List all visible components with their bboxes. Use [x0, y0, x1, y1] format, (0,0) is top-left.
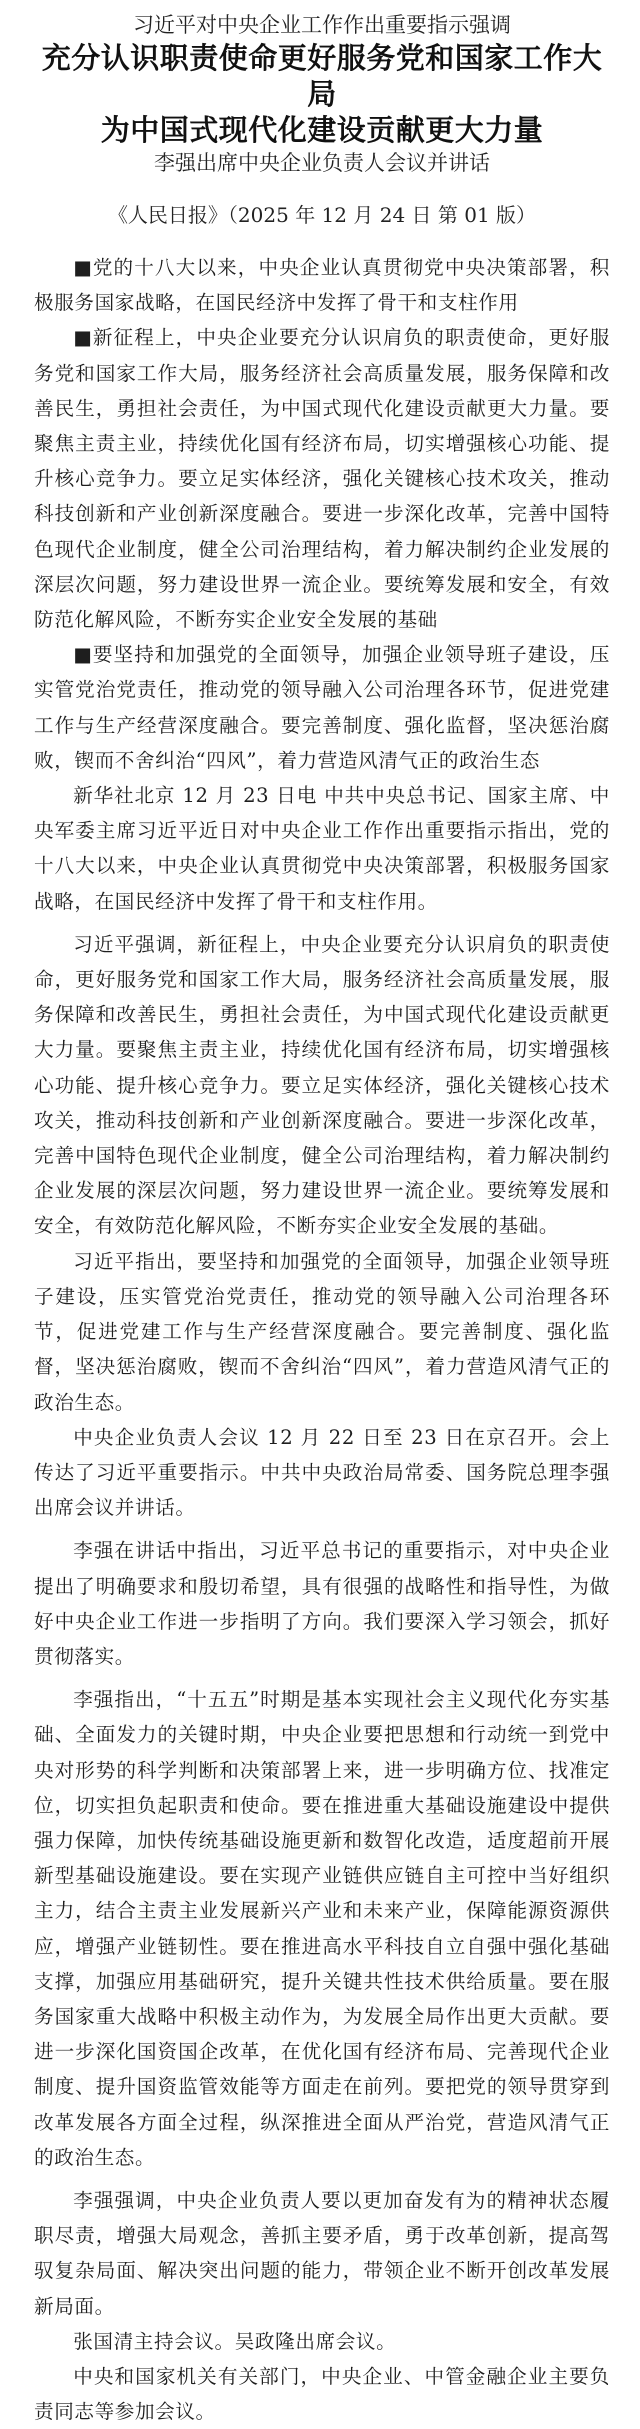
- body-paragraph: 张国清主持会议。吴政隆出席会议。: [73, 2329, 397, 2353]
- body-paragraph: 习近平指出，要坚持和加强党的全面领导，加强企业领导班子建设，压实管党治党责任，推动党的领导融入公司治理各环节，促进党建工作与生产经营深度融合。要完善制度、强化监督，坚决惩治腐败，锲而不舍纠治“四风”，着力营造风清气正的政治生态。: [34, 1249, 610, 1414]
- summary-point-1: ■党的十八大以来，中央企业认真贯彻党中央决策部署，积极服务国家战略，在国民经济中发挥了骨干和支柱作用: [34, 256, 610, 315]
- article-source: 《人民日报》（2025 年 12 月 24 日 第 01 版）: [107, 203, 537, 227]
- body-paragraph: 李强指出，“十五五”时期是基本实现社会主义现代化夯实基础、全面发力的关键时期，中央企业要把思想和行动统一到党中央对形势的科学判断和决策部署上来，进一步明确方位、找准定位，切实担负起职责和使命。要在推进重大基础设施建设中提供强力保障，加快传统基础设施更新和数智化改造，适度超前开展新型基础设施建设。要在实现产业链供应链自主可控中当好组织主力，结合主责主业发展新兴产业和未来产业，保障能源资源供应，增强产业链韧性。要在推进高水平科技自立自强中强化基础支撑，加强应用基础研究，提升关键共性技术供给质量。要在服务国家重大战略中积极主动作为，为发展全局作出更大贡献。要进一步深化国资国企改革，在优化国有经济布局、完善现代企业制度、提升国资监管效能等方面走在前列。要把党的领导贯穿到改革发展各方面全过程，纵深推进全面从严治党，营造风清气正的政治生态。: [34, 1688, 610, 2169]
- article-subhead: 李强出席中央企业负责人会议并讲话: [154, 151, 490, 175]
- summary-point-3: ■要坚持和加强党的全面领导，加强企业领导班子建设，压实管党治党责任，推动党的领导融入公司治理各环节，促进党建工作与生产经营深度融合。要完善制度、强化监督，坚决惩治腐败，锲而不舍纠治“四风”，着力营造风清气正的政治生态: [34, 643, 610, 772]
- body-paragraph: 新华社北京 12 月 23 日电 中共中央总书记、国家主席、中央军委主席习近平近日对中央企业工作作出重要指示指出，党的十八大以来，中央企业认真贯彻党中央决策部署，积极服务国家战略，在国民经济中发挥了骨干和支柱作用。: [34, 784, 610, 913]
- article-body: [34, 250, 610, 2429]
- article-kicker: 习近平对中央企业工作作出重要指示强调: [133, 13, 511, 37]
- body-paragraph: 中央企业负责人会议 12 月 22 日至 23 日在京召开。会上传达了习近平重要指示。中共中央政治局常委、国务院总理李强出席会议并讲话。: [34, 1425, 610, 1520]
- summary-point-2: ■新征程上，中央企业要充分认识肩负的职责使命，更好服务党和国家工作大局，服务经济社会高质量发展，服务保障和改善民生，勇担社会责任，为中国式现代化建设贡献更大力量。要聚焦主责主业，持续优化国有经济布局，切实增强核心功能、提升核心竞争力。要立足实体经济，强化关键核心技术攻关，推动科技创新和产业创新深度融合。要进一步深化改革，完善中国特色现代企业制度，健全公司治理结构，着力解决制约企业发展的深层次问题，努力建设世界一流企业。要统筹发展和安全，有效防范化解风险，不断夯实企业安全发展的基础: [34, 326, 610, 632]
- body-paragraph: 李强在讲话中指出，习近平总书记的重要指示，对中央企业提出了明确要求和殷切希望，具有很强的战略性和指导性，为做好中央企业工作进一步指明了方向。我们要深入学习领会，抓好贯彻落实。: [34, 1539, 610, 1668]
- body-paragraph: 中央和国家机关有关部门，中央企业、中管金融企业主要负责同志等参加会议。: [34, 2364, 610, 2424]
- body-paragraph: 李强强调，中央企业负责人要以更加奋发有为的精神状态履职尽责，增强大局观念，善抓主要矛盾，勇于改革创新，提高驾驭复杂局面、解决突出问题的能力，带领企业不断开创改革发展新局面。: [34, 2188, 610, 2318]
- headline-line-2: 为中国式现代化建设贡献更大力量: [100, 113, 544, 147]
- body-paragraph: 习近平强调，新征程上，中央企业要充分认识肩负的职责使命，更好服务党和国家工作大局，服务经济社会高质量发展，服务保障和改善民生，勇担社会责任，为中国式现代化建设贡献更大力量。要聚焦主责主业，持续优化国有经济布局，切实增强核心功能、提升核心竞争力。要立足实体经济，强化关键核心技术攻关，推动科技创新和产业创新深度融合。要进一步深化改革，完善中国特色现代企业制度，健全公司治理结构，着力解决制约企业发展的深层次问题，努力建设世界一流企业。要统筹发展和安全，有效防范化解风险，不断夯实企业安全发展的基础。: [34, 932, 610, 1238]
- headline-line-1: 充分认识职责使命更好服务党和国家工作大局: [41, 41, 603, 111]
